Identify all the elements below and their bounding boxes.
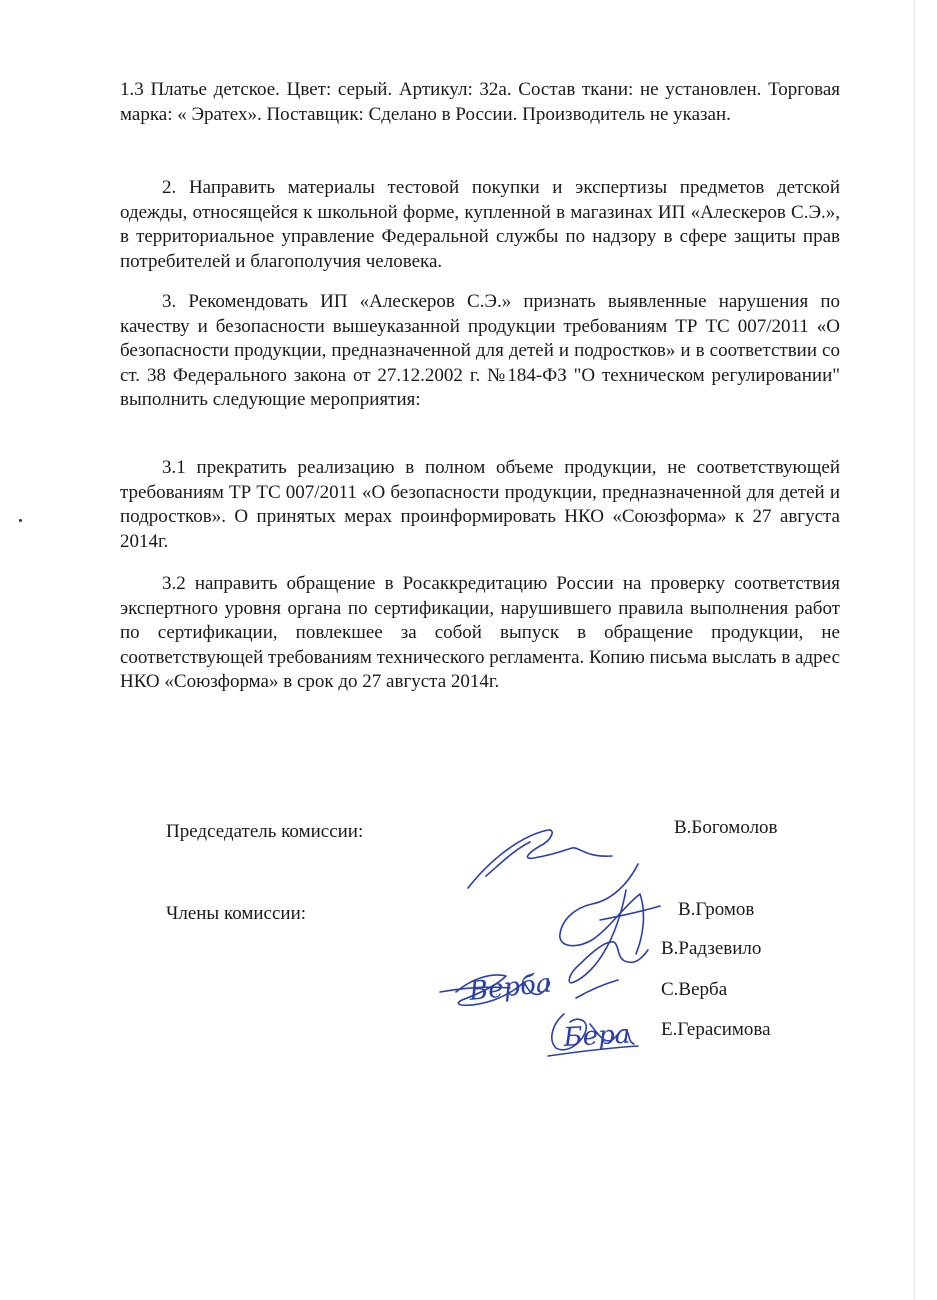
chair-label: Председатель комиссии:: [166, 821, 364, 842]
clause-3-1-text: 3.1 прекратить реализацию в полном объеме продукции, не соответствующей требованиям ТР ТС 007/2011 «О безопасности продукции, предназначенной для детей и подростков». О принятых мерах проинформировать НКО «Союзформа» к 27 августа 2014г.: [120, 457, 840, 552]
scan-speck: [19, 519, 22, 522]
clause-2: [120, 176, 840, 274]
signature-radzevilo-tail: [576, 980, 618, 998]
chair-name: В.Богомолов: [674, 817, 778, 838]
signature-gerasimova-text: Бера: [562, 1019, 631, 1053]
clause-2-text: 2. Направить материалы тестовой покупки и экспертизы предметов детской одежды, относящейся к школьной форме, купленной в магазинах ИП «Алескеров С.Э.», в территориальное управление Федеральной службы по надзору в сфере защиты прав потребителей и благополучия человека.: [120, 177, 840, 272]
member-name: В.Радзевило: [661, 938, 762, 959]
clause-3-2: [120, 572, 840, 695]
clause-3-text: 3. Рекомендовать ИП «Алескеров С.Э.» признать выявленные нарушения по качеству и безопасности вышеуказанной продукции требованиям ТР ТС 007/2011 «О безопасности продукции, предназначенной для детей и подростков» и в соответствии со ст. 38 Федерального закона от 27.12.2002 г. №184-ФЗ "О техническом регулировании" выполнить следующие мероприятия:: [120, 291, 840, 410]
member-name: В.Громов: [678, 899, 755, 920]
members-label: Члены комиссии:: [166, 903, 307, 924]
item-1-3: [120, 78, 840, 127]
signature-gerasimova: [552, 1014, 634, 1050]
signature-chair: [468, 830, 612, 888]
member-name: С.Верба: [661, 979, 728, 1000]
signature-radzevilo: [569, 890, 648, 983]
item-1-3-text: 1.3 Платье детское. Цвет: серый. Артикул: 32а. Состав ткани: не установлен. Торговая марка: « Эратех». Поставщик: Сделано в России. Производитель не указан.: [120, 79, 840, 125]
page-edge: [914, 0, 915, 1300]
clause-3: [120, 290, 840, 413]
clause-3-1: [120, 456, 840, 554]
member-name: Е.Герасимова: [661, 1019, 771, 1040]
signature-verba-line: [440, 987, 510, 992]
signature-gerasimova-underline: [548, 1046, 638, 1056]
signature-gromov: [560, 864, 660, 954]
signature-verba: [456, 975, 549, 1005]
signature-chair-stroke: [486, 842, 530, 876]
signature-verba-text: Верба: [467, 968, 553, 1007]
clause-3-2-text: 3.2 направить обращение в Росаккредитацию России на проверку соответствия экспертного уровня органа по сертификации, нарушившего правила выполнения работ по сертификации, повлекшее за собой выпуск в обращение продукции, не соответствующей требованиям технического регламента. Копию письма выслать в адрес НКО «Союзформа» в срок до 27 августа 2014г.: [120, 573, 840, 692]
